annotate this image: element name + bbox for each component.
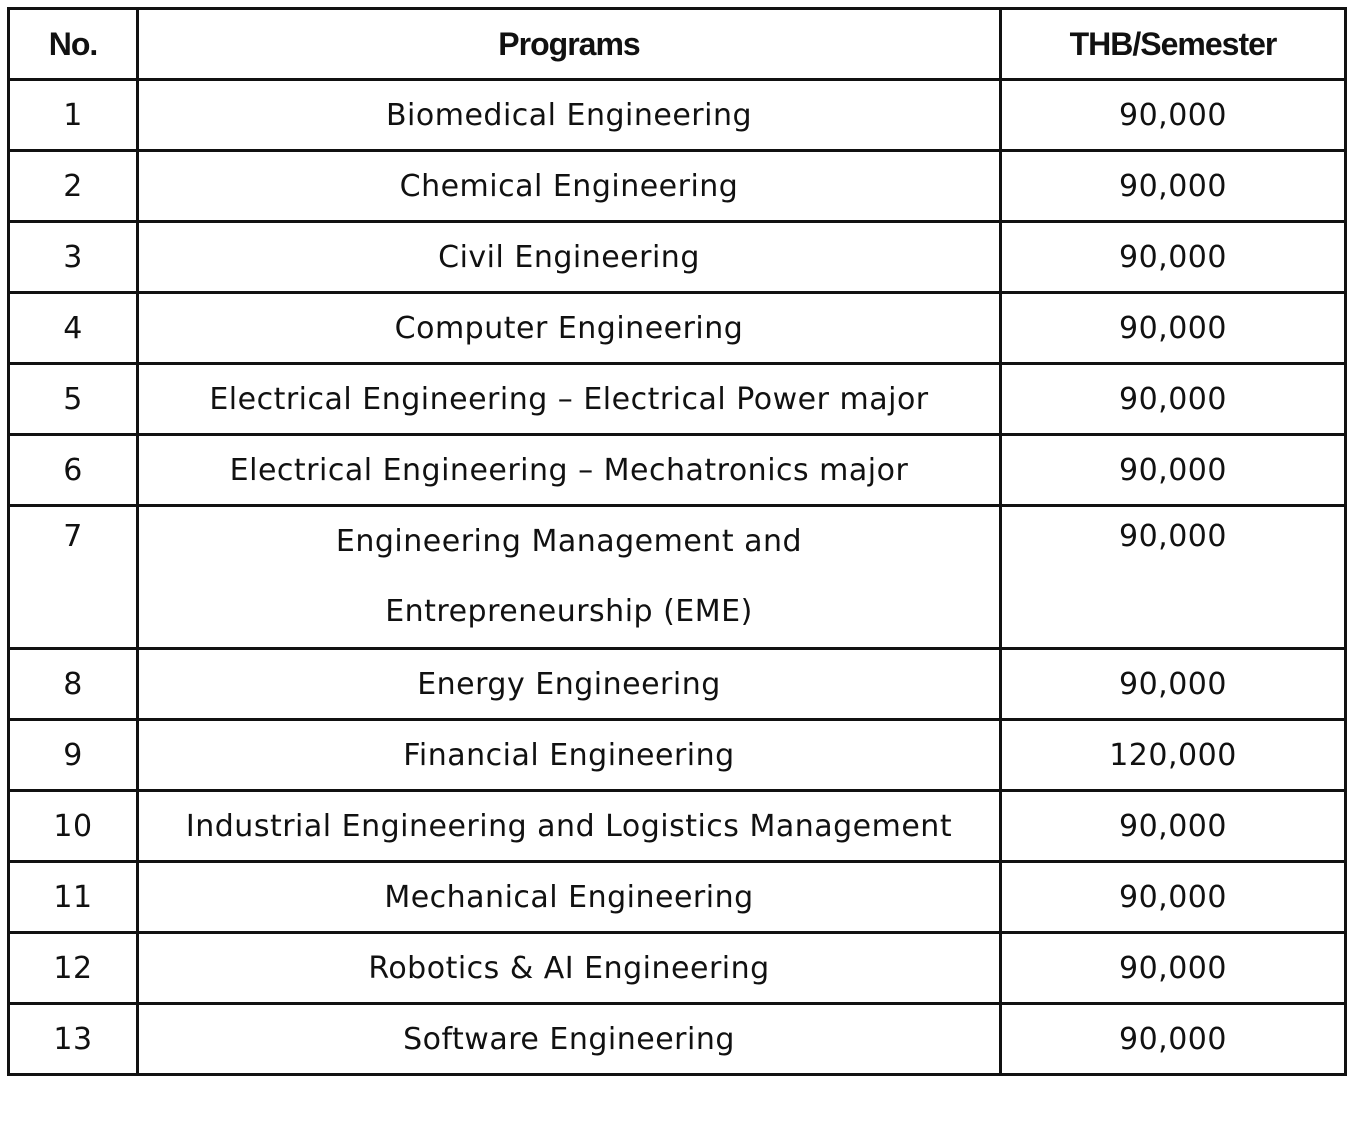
program-name-cell [138, 720, 1001, 791]
program-name-cell [138, 933, 1001, 1004]
row-number-cell: 3 [9, 222, 138, 293]
column-header-programs: Programs [138, 9, 1001, 80]
table-body [9, 80, 1346, 1075]
tuition-fee-table [7, 7, 1347, 1076]
program-name-line: Financial Engineering [403, 737, 735, 773]
table-row [9, 435, 1346, 506]
program-name-line: Engineering Management and [335, 524, 803, 559]
row-number-cell: 11 [9, 862, 138, 933]
program-name-cell [138, 80, 1001, 151]
row-number-cell: 10 [9, 791, 138, 862]
fee-cell: 90,000 [1001, 1004, 1346, 1075]
row-number-cell: 7 [9, 506, 138, 649]
program-name-cell [138, 791, 1001, 862]
column-header-fee: THB/Semester [1001, 9, 1346, 80]
program-name-line: Software Engineering [403, 1021, 735, 1057]
fee-cell: 90,000 [1001, 649, 1346, 720]
program-name-line: Electrical Engineering – Mechatronics major [229, 452, 909, 488]
row-number-cell: 12 [9, 933, 138, 1004]
fee-cell: 90,000 [1001, 80, 1346, 151]
program-name-cell [138, 506, 1001, 649]
fee-cell: 90,000 [1001, 364, 1346, 435]
row-number-cell: 1 [9, 80, 138, 151]
row-number-cell: 4 [9, 293, 138, 364]
tuition-table-container [7, 7, 1347, 1076]
program-name-cell [138, 862, 1001, 933]
table-row [9, 293, 1346, 364]
program-name-cell [138, 293, 1001, 364]
table-row [9, 720, 1346, 791]
table-row [9, 649, 1346, 720]
fee-cell: 90,000 [1001, 151, 1346, 222]
program-name-line: Energy Engineering [417, 666, 721, 702]
fee-cell: 120,000 [1001, 720, 1346, 791]
program-name-line: Computer Engineering [394, 310, 744, 346]
row-number-cell: 13 [9, 1004, 138, 1075]
column-header-no: No. [9, 9, 138, 80]
table-row [9, 506, 1346, 649]
program-name-line: Robotics & AI Engineering [368, 950, 770, 986]
program-name-cell [138, 435, 1001, 506]
table-row [9, 151, 1346, 222]
program-name-line: Industrial Engineering and Logistics Management [185, 808, 953, 844]
row-number-cell: 2 [9, 151, 138, 222]
program-name-line: Mechanical Engineering [384, 879, 754, 915]
program-name-cell [138, 1004, 1001, 1075]
program-name-cell [138, 151, 1001, 222]
table-row [9, 1004, 1346, 1075]
fee-cell: 90,000 [1001, 435, 1346, 506]
table-row [9, 80, 1346, 151]
program-name-cell [138, 364, 1001, 435]
program-name-line: Electrical Engineering – Electrical Power major [209, 381, 929, 417]
row-number-cell: 8 [9, 649, 138, 720]
program-name-cell [138, 222, 1001, 293]
fee-cell: 90,000 [1001, 293, 1346, 364]
row-number-cell: 9 [9, 720, 138, 791]
table-row [9, 364, 1346, 435]
table-row [9, 862, 1346, 933]
row-number-cell: 6 [9, 435, 138, 506]
row-number-cell: 5 [9, 364, 138, 435]
fee-cell: 90,000 [1001, 791, 1346, 862]
program-name-line: Chemical Engineering [399, 168, 739, 204]
table-row [9, 222, 1346, 293]
program-name-line: Civil Engineering [438, 239, 700, 275]
table-header-row [9, 9, 1346, 80]
table-row [9, 933, 1346, 1004]
fee-cell: 90,000 [1001, 222, 1346, 293]
program-name-line: Biomedical Engineering [385, 97, 753, 133]
table-row [9, 791, 1346, 862]
program-name-cell [138, 649, 1001, 720]
fee-cell: 90,000 [1001, 506, 1346, 649]
fee-cell: 90,000 [1001, 933, 1346, 1004]
fee-cell: 90,000 [1001, 862, 1346, 933]
program-name-line: Entrepreneurship (EME) [385, 594, 753, 629]
